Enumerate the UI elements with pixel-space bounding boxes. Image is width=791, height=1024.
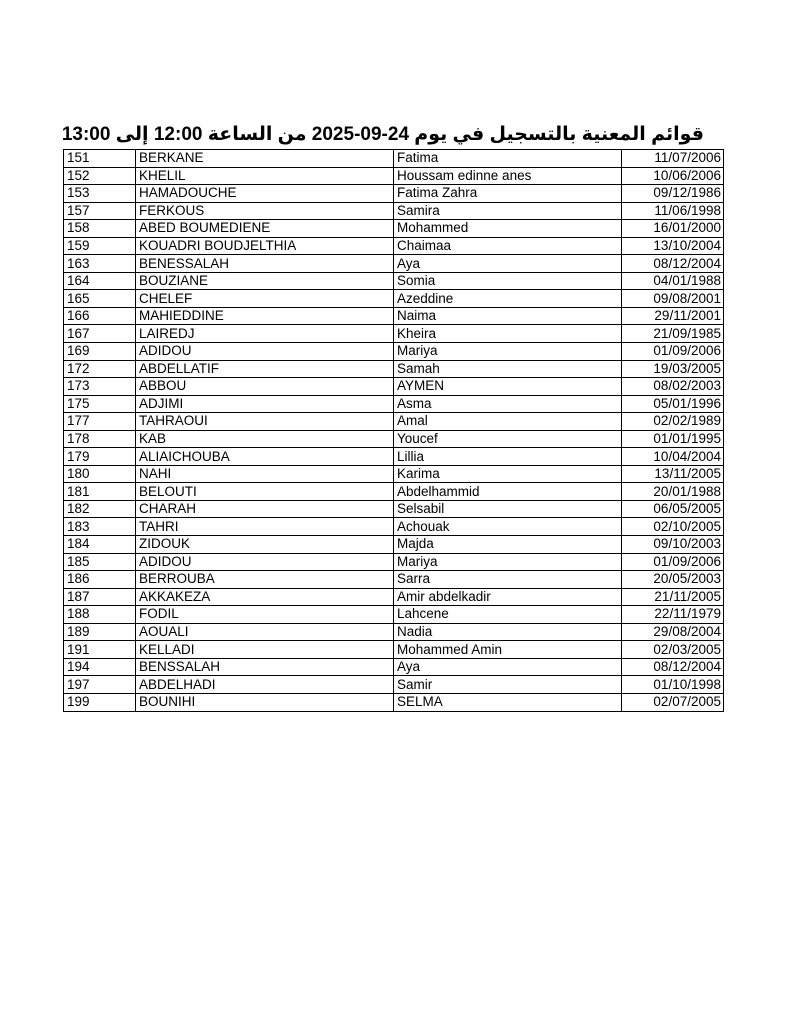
last-name-cell: BOUZIANE	[136, 272, 394, 290]
row-number-cell: 191	[64, 641, 136, 659]
table-row	[64, 307, 724, 325]
table-row	[64, 325, 724, 343]
birth-date-cell: 05/01/1996	[622, 395, 724, 413]
first-name-cell: Mohammed	[394, 220, 622, 238]
birth-date-cell: 29/08/2004	[622, 623, 724, 641]
table-row	[64, 693, 724, 711]
birth-date-cell: 29/11/2001	[622, 307, 724, 325]
first-name-cell: Amal	[394, 413, 622, 431]
first-name-cell: Azeddine	[394, 290, 622, 308]
row-number-cell: 151	[64, 150, 136, 168]
last-name-cell: NAHI	[136, 465, 394, 483]
last-name-cell: ZIDOUK	[136, 536, 394, 554]
last-name-cell: ALIAICHOUBA	[136, 448, 394, 466]
birth-date-cell: 13/10/2004	[622, 237, 724, 255]
table-row	[64, 202, 724, 220]
table-row	[64, 571, 724, 589]
first-name-cell: SELMA	[394, 693, 622, 711]
birth-date-cell: 22/11/1979	[622, 606, 724, 624]
first-name-cell: Abdelhammid	[394, 483, 622, 501]
row-number-cell: 158	[64, 220, 136, 238]
birth-date-cell: 10/04/2004	[622, 448, 724, 466]
first-name-cell: Fatima	[394, 150, 622, 168]
birth-date-cell: 01/09/2006	[622, 553, 724, 571]
birth-date-cell: 08/12/2004	[622, 255, 724, 273]
last-name-cell: TAHRAOUI	[136, 413, 394, 431]
row-number-cell: 187	[64, 588, 136, 606]
last-name-cell: BOUNIHI	[136, 693, 394, 711]
first-name-cell: AYMEN	[394, 378, 622, 396]
table-row	[64, 553, 724, 571]
row-number-cell: 172	[64, 360, 136, 378]
first-name-cell: Aya	[394, 255, 622, 273]
row-number-cell: 157	[64, 202, 136, 220]
last-name-cell: ABDELHADI	[136, 676, 394, 694]
table-row	[64, 518, 724, 536]
last-name-cell: BELOUTI	[136, 483, 394, 501]
birth-date-cell: 06/05/2005	[622, 500, 724, 518]
last-name-cell: AOUALI	[136, 623, 394, 641]
last-name-cell: HAMADOUCHE	[136, 185, 394, 203]
first-name-cell: Samah	[394, 360, 622, 378]
table-row	[64, 378, 724, 396]
table-row	[64, 676, 724, 694]
first-name-cell: Samira	[394, 202, 622, 220]
birth-date-cell: 09/10/2003	[622, 536, 724, 554]
row-number-cell: 184	[64, 536, 136, 554]
first-name-cell: Mariya	[394, 343, 622, 361]
birth-date-cell: 19/03/2005	[622, 360, 724, 378]
row-number-cell: 165	[64, 290, 136, 308]
last-name-cell: TAHRI	[136, 518, 394, 536]
table-row	[64, 255, 724, 273]
last-name-cell: FODIL	[136, 606, 394, 624]
birth-date-cell: 04/01/1988	[622, 272, 724, 290]
row-number-cell: 173	[64, 378, 136, 396]
birth-date-cell: 11/07/2006	[622, 150, 724, 168]
first-name-cell: Mohammed Amin	[394, 641, 622, 659]
first-name-cell: Asma	[394, 395, 622, 413]
row-number-cell: 199	[64, 693, 136, 711]
birth-date-cell: 02/02/1989	[622, 413, 724, 431]
birth-date-cell: 08/12/2004	[622, 658, 724, 676]
first-name-cell: Majda	[394, 536, 622, 554]
row-number-cell: 189	[64, 623, 136, 641]
last-name-cell: MAHIEDDINE	[136, 307, 394, 325]
table-row	[64, 430, 724, 448]
table-row	[64, 395, 724, 413]
birth-date-cell: 01/10/1998	[622, 676, 724, 694]
last-name-cell: ABED BOUMEDIENE	[136, 220, 394, 238]
table-row	[64, 290, 724, 308]
row-number-cell: 186	[64, 571, 136, 589]
row-number-cell: 197	[64, 676, 136, 694]
document-title: قوائم المعنية بالتسجيل في يوم 24-09-2025 من الساعة 12:00 إلى 13:00	[61, 124, 704, 145]
last-name-cell: ABBOU	[136, 378, 394, 396]
registration-table-body	[64, 150, 724, 712]
last-name-cell: FERKOUS	[136, 202, 394, 220]
last-name-cell: BERROUBA	[136, 571, 394, 589]
row-number-cell: 166	[64, 307, 136, 325]
last-name-cell: AKKAKEZA	[136, 588, 394, 606]
birth-date-cell: 09/08/2001	[622, 290, 724, 308]
birth-date-cell: 02/10/2005	[622, 518, 724, 536]
registration-table	[63, 149, 724, 712]
last-name-cell: ADIDOU	[136, 553, 394, 571]
birth-date-cell: 10/06/2006	[622, 167, 724, 185]
row-number-cell: 182	[64, 500, 136, 518]
first-name-cell: Naima	[394, 307, 622, 325]
first-name-cell: Houssam edinne anes	[394, 167, 622, 185]
first-name-cell: Youcef	[394, 430, 622, 448]
table-row	[64, 483, 724, 501]
birth-date-cell: 21/09/1985	[622, 325, 724, 343]
table-row	[64, 150, 724, 168]
birth-date-cell: 16/01/2000	[622, 220, 724, 238]
last-name-cell: BENSSALAH	[136, 658, 394, 676]
table-row	[64, 343, 724, 361]
table-row	[64, 220, 724, 238]
row-number-cell: 194	[64, 658, 136, 676]
row-number-cell: 179	[64, 448, 136, 466]
row-number-cell: 180	[64, 465, 136, 483]
row-number-cell: 175	[64, 395, 136, 413]
row-number-cell: 185	[64, 553, 136, 571]
first-name-cell: Lahcene	[394, 606, 622, 624]
birth-date-cell: 13/11/2005	[622, 465, 724, 483]
table-row	[64, 641, 724, 659]
table-row	[64, 413, 724, 431]
first-name-cell: Achouak	[394, 518, 622, 536]
first-name-cell: Samir	[394, 676, 622, 694]
table-row	[64, 536, 724, 554]
row-number-cell: 183	[64, 518, 136, 536]
row-number-cell: 181	[64, 483, 136, 501]
last-name-cell: CHELEF	[136, 290, 394, 308]
first-name-cell: Aya	[394, 658, 622, 676]
last-name-cell: ADJIMI	[136, 395, 394, 413]
last-name-cell: KAB	[136, 430, 394, 448]
table-row	[64, 500, 724, 518]
first-name-cell: Mariya	[394, 553, 622, 571]
first-name-cell: Kheira	[394, 325, 622, 343]
row-number-cell: 167	[64, 325, 136, 343]
table-row	[64, 360, 724, 378]
birth-date-cell: 02/07/2005	[622, 693, 724, 711]
table-row	[64, 448, 724, 466]
birth-date-cell: 08/02/2003	[622, 378, 724, 396]
last-name-cell: BERKANE	[136, 150, 394, 168]
first-name-cell: Chaimaa	[394, 237, 622, 255]
row-number-cell: 188	[64, 606, 136, 624]
row-number-cell: 152	[64, 167, 136, 185]
table-row	[64, 237, 724, 255]
last-name-cell: KHELIL	[136, 167, 394, 185]
first-name-cell: Nadia	[394, 623, 622, 641]
birth-date-cell: 01/09/2006	[622, 343, 724, 361]
table-row	[64, 588, 724, 606]
table-row	[64, 606, 724, 624]
row-number-cell: 163	[64, 255, 136, 273]
first-name-cell: Karima	[394, 465, 622, 483]
first-name-cell: Selsabil	[394, 500, 622, 518]
birth-date-cell: 09/12/1986	[622, 185, 724, 203]
table-row	[64, 623, 724, 641]
birth-date-cell: 20/01/1988	[622, 483, 724, 501]
last-name-cell: KOUADRI BOUDJELTHIA	[136, 237, 394, 255]
row-number-cell: 178	[64, 430, 136, 448]
first-name-cell: Fatima Zahra	[394, 185, 622, 203]
birth-date-cell: 01/01/1995	[622, 430, 724, 448]
birth-date-cell: 20/05/2003	[622, 571, 724, 589]
table-row	[64, 185, 724, 203]
table-row	[64, 167, 724, 185]
row-number-cell: 177	[64, 413, 136, 431]
first-name-cell: Amir abdelkadir	[394, 588, 622, 606]
birth-date-cell: 02/03/2005	[622, 641, 724, 659]
table-row	[64, 272, 724, 290]
first-name-cell: Lillia	[394, 448, 622, 466]
row-number-cell: 164	[64, 272, 136, 290]
table-row	[64, 658, 724, 676]
last-name-cell: CHARAH	[136, 500, 394, 518]
last-name-cell: KELLADI	[136, 641, 394, 659]
birth-date-cell: 11/06/1998	[622, 202, 724, 220]
table-row	[64, 465, 724, 483]
last-name-cell: BENESSALAH	[136, 255, 394, 273]
row-number-cell: 159	[64, 237, 136, 255]
last-name-cell: ABDELLATIF	[136, 360, 394, 378]
first-name-cell: Sarra	[394, 571, 622, 589]
last-name-cell: LAIREDJ	[136, 325, 394, 343]
row-number-cell: 153	[64, 185, 136, 203]
birth-date-cell: 21/11/2005	[622, 588, 724, 606]
row-number-cell: 169	[64, 343, 136, 361]
first-name-cell: Somia	[394, 272, 622, 290]
last-name-cell: ADIDOU	[136, 343, 394, 361]
